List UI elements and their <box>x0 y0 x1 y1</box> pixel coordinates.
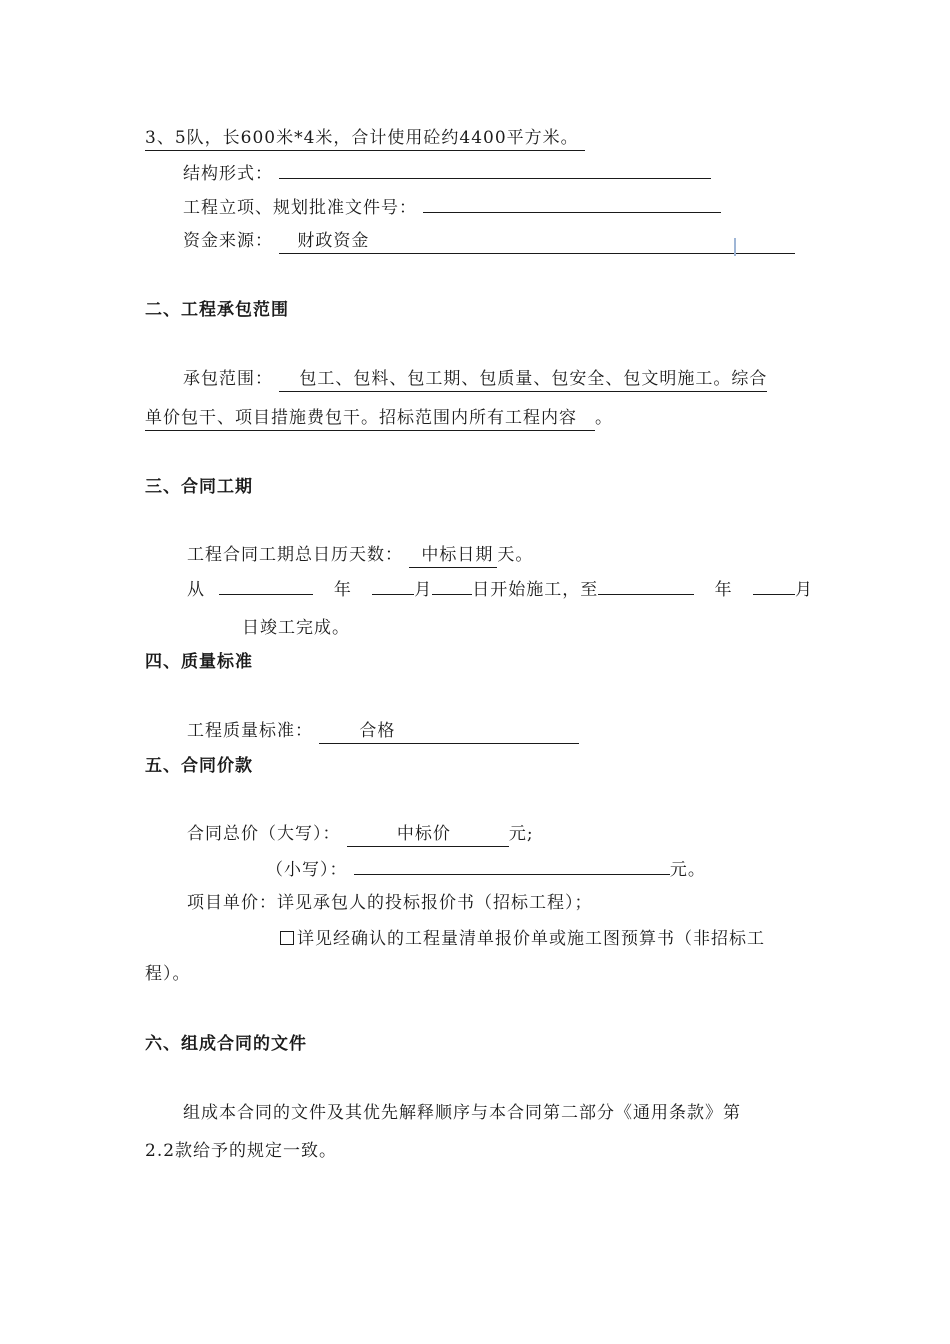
section-heading-duration: 三、合同工期 <box>145 477 253 497</box>
structure-label: 结构形式： <box>183 164 273 184</box>
end-year-blank[interactable] <box>598 577 694 595</box>
checkbox-icon[interactable] <box>280 931 294 945</box>
approval-field <box>183 195 721 220</box>
total-upper-label: 合同总价（大写）： <box>187 824 341 844</box>
days-unit: 天。 <box>497 545 534 565</box>
start-year-blank[interactable] <box>219 577 313 595</box>
section-heading-documents: 六、组成合同的文件 <box>145 1034 307 1054</box>
documents-body-2: 2.2款给予的规定一致。 <box>145 1141 338 1161</box>
section-heading-scope: 二、工程承包范围 <box>145 300 289 320</box>
approval-label: 工程立项、规划批准文件号： <box>183 198 417 218</box>
start-month-blank[interactable] <box>372 577 414 595</box>
year-label-1: 年 <box>333 580 352 600</box>
days-value[interactable]: 中标日期 <box>409 543 497 568</box>
day-end-label: 日竣工完成。 <box>242 618 350 638</box>
from-label: 从 <box>187 580 205 600</box>
funds-label: 资金来源： <box>183 231 273 251</box>
scope-line-1 <box>183 367 767 392</box>
schedule-line <box>187 577 813 602</box>
text-cursor <box>734 238 736 256</box>
section-heading-quality: 四、质量标准 <box>145 652 253 672</box>
unit-price-label: 项目单价：详见承包人的投标报价书（招标工程）； <box>187 893 593 913</box>
intro-line <box>145 126 585 151</box>
scope-value-2[interactable]: 单价包干、项目措施费包干。招标范围内所有工程内容 <box>145 406 595 431</box>
section-heading-price: 五、合同价款 <box>145 756 253 776</box>
total-lower-label: （小写）： <box>266 860 348 880</box>
quality-value[interactable]: 合格 <box>319 719 579 744</box>
start-day-blank[interactable] <box>432 577 472 595</box>
documents-body-1: 组成本合同的文件及其优先解释顺序与本合同第二部分《通用条款》第 <box>183 1103 741 1123</box>
month-label-1: 月 <box>414 580 433 600</box>
structure-blank[interactable] <box>279 161 711 179</box>
total-lower-field <box>266 857 706 882</box>
day-start-label: 日开始施工，至 <box>472 580 599 600</box>
month-label-2: 月 <box>795 580 814 600</box>
structure-field <box>183 161 711 186</box>
year-label-2: 年 <box>714 580 733 600</box>
total-lower-blank[interactable] <box>354 857 670 875</box>
scope-label: 承包范围： <box>183 369 273 389</box>
intro-text: 3、5队，长600米*4米，合计使用砼约4400平方米。 <box>145 126 585 151</box>
total-lower-unit: 元。 <box>669 860 706 880</box>
scope-end: 。 <box>595 408 613 428</box>
total-upper-unit: 元; <box>508 824 534 844</box>
total-upper-value[interactable]: 中标价 <box>347 822 509 847</box>
scope-value-1[interactable]: 包工、包料、包工期、包质量、包安全、包文明施工。综合 <box>279 367 767 392</box>
days-label: 工程合同工期总日历天数： <box>187 545 403 565</box>
approval-blank[interactable] <box>423 195 721 213</box>
quality-field <box>187 719 579 744</box>
funds-value[interactable]: 财政资金 <box>279 229 795 254</box>
unit-price-alt: 详见经确认的工程量清单报价单或施工图预算书（非招标工 <box>297 929 765 949</box>
days-field <box>187 543 533 568</box>
quality-label: 工程质量标准： <box>187 721 313 741</box>
scope-line-2 <box>145 406 613 431</box>
end-month-blank[interactable] <box>753 577 795 595</box>
funds-field <box>183 229 795 254</box>
total-upper-field <box>187 822 534 847</box>
unit-price-alt-end: 程）。 <box>145 964 191 984</box>
unit-price-alt-line <box>280 927 765 951</box>
